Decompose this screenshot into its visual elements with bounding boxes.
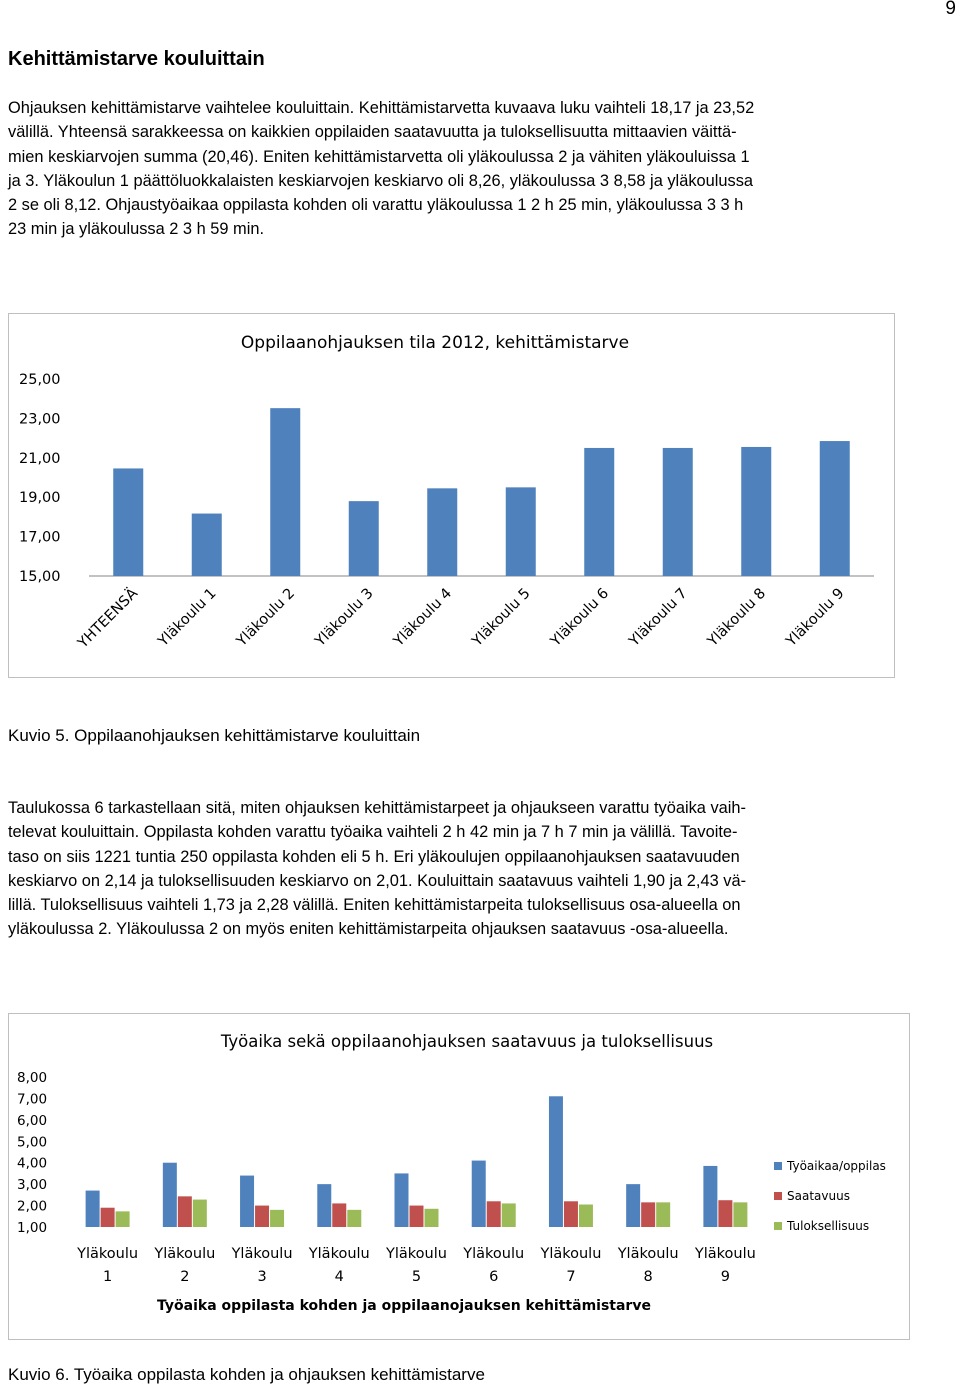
chart2-y-tick-label: 7,00 xyxy=(17,1091,48,1108)
chart2-x-tick-label: 1 xyxy=(102,1269,113,1285)
chart1-x-tick-label: Yläkoulu 2 xyxy=(233,585,299,650)
chart-worktime xyxy=(8,1013,910,1340)
paragraph-line: yläkoulussa 2. Yläkoulussa 2 on myös eniten kehittämistarpeita ohjauksen saatavuus -osa-alueella. xyxy=(8,920,729,939)
chart2-x-tick-label: 9 xyxy=(720,1269,731,1285)
chart2-bar xyxy=(564,1201,578,1227)
chart2-bar xyxy=(579,1205,593,1228)
chart2-x-tick-label: 6 xyxy=(489,1269,499,1285)
chart-development-need xyxy=(8,313,895,678)
chart1-y-tick-label: 23,00 xyxy=(19,411,61,428)
chart2-bar xyxy=(193,1200,207,1227)
paragraph-line: lillä. Tuloksellisuus vaihteli 1,73 ja 2,28 välillä. Eniten kehittämistarpeita tuloksellisuus osa-alueella on xyxy=(8,896,741,915)
chart1-bar xyxy=(349,501,379,576)
chart2-bar xyxy=(270,1210,284,1227)
chart2-x-tick-label: 2 xyxy=(180,1269,190,1285)
chart2-x-tick-label: 3 xyxy=(257,1269,267,1285)
chart2-y-tick-label: 2,00 xyxy=(17,1198,48,1215)
chart2-x-tick-label: 5 xyxy=(411,1269,422,1285)
chart2-bar xyxy=(347,1210,361,1227)
paragraph-line: taso on siis 1221 tuntia 250 oppilasta kohden eli 5 h. Eri yläkoulujen oppilaanohjauksen saatavuuden xyxy=(8,847,740,866)
chart2-bar xyxy=(472,1161,486,1227)
chart2-bar xyxy=(255,1206,269,1227)
chart1-x-tick-label: Yläkoulu 6 xyxy=(547,585,613,650)
chart2-bar xyxy=(502,1203,516,1227)
paragraph-line: Taulukossa 6 tarkastellaan sitä, miten ohjauksen kehittämistarpeet ja ohjaukseen varattu työaika vaih- xyxy=(8,799,746,817)
chart1-bar xyxy=(427,488,457,576)
paragraph-line: Ohjauksen kehittämistarve vaihtelee kouluittain. Kehittämistarvetta kuvaava luku vaihteli 18,17 ja 23,52 xyxy=(8,99,755,117)
chart2-bar xyxy=(332,1203,346,1227)
chart1-bar xyxy=(270,408,300,576)
chart2-bar xyxy=(641,1202,655,1227)
paragraph-line: televat kouluittain. Oppilasta kohden varattu työaika vaihteli 2 h 42 min ja 7 h 7 min ja välillä. Tavoite- xyxy=(8,823,738,842)
chart1-svg xyxy=(9,314,894,677)
paragraph-line: mien keskiarvojen summa (20,46). Eniten kehittämistarvetta oli yläkoulussa 2 ja vähiten yläkouluissa 1 xyxy=(8,147,750,166)
chart2-x-tick-label: Yläkoulu xyxy=(77,1246,139,1262)
chart1-x-tick-label: Yläkoulu 3 xyxy=(312,585,377,650)
chart2-bar xyxy=(116,1211,130,1227)
figure-caption-6: Kuvio 6. Työaika oppilasta kohden ja ohjauksen kehittämistarve xyxy=(8,1365,485,1384)
chart2-bar xyxy=(101,1208,115,1227)
chart2-bar xyxy=(86,1191,100,1227)
chart1-y-tick-label: 21,00 xyxy=(19,450,61,467)
chart2-bar xyxy=(317,1184,331,1227)
chart2-bar xyxy=(163,1163,177,1227)
chart2-bar xyxy=(487,1201,501,1227)
chart2-bar xyxy=(425,1209,439,1227)
chart1-x-tick-label: YHTEENSÄ xyxy=(75,585,142,652)
paragraph-line: 23 min ja yläkoulussa 2 3 h 59 min. xyxy=(8,220,265,239)
chart1-bar xyxy=(506,487,536,576)
chart1-x-tick-label: Yläkoulu 8 xyxy=(704,585,770,650)
chart2-x-tick-label: 8 xyxy=(643,1269,653,1285)
paragraph-line: keskiarvo on 2,14 ja tuloksellisuuden keskiarvo on 2,01. Kouluittain saatavuus vaihteli 1,90 ja 2,43 vä- xyxy=(8,871,747,890)
chart2-x-tick-label: Yläkoulu xyxy=(694,1246,756,1262)
chart1-x-tick-label: Yläkoulu 7 xyxy=(626,585,691,650)
section-heading: Kehittämistarve kouluittain xyxy=(8,48,265,70)
chart2-y-tick-label: 1,00 xyxy=(17,1220,48,1236)
chart2-legend-swatch xyxy=(774,1162,782,1170)
chart2-legend-label: Työaikaa/oppilas xyxy=(787,1159,886,1173)
chart1-x-tick-label: Yläkoulu 4 xyxy=(390,585,456,650)
chart2-x-tick-label: Yläkoulu xyxy=(154,1246,216,1262)
chart2-bar xyxy=(240,1176,254,1227)
chart2-y-tick-label: 4,00 xyxy=(17,1155,48,1172)
chart2-x-tick-label: Yläkoulu xyxy=(617,1246,679,1262)
chart2-legend-label: Tuloksellisuus xyxy=(787,1219,870,1233)
chart2-y-tick-label: 5,00 xyxy=(17,1134,48,1151)
figure-caption-5: Kuvio 5. Oppilaanohjauksen kehittämistarve kouluittain xyxy=(8,726,421,745)
chart1-x-tick-label: Yläkoulu 9 xyxy=(783,585,848,650)
paragraph-line: välillä. Yhteensä sarakkeessa on kaikkien oppilaiden saatavuutta ja tuloksellisuutta mittaavien väittä- xyxy=(8,123,737,142)
chart1-bar xyxy=(820,441,850,576)
chart2-x-tick-label: Yläkoulu xyxy=(463,1246,525,1262)
chart1-y-tick-label: 25,00 xyxy=(19,372,61,388)
chart2-x-tick-label: Yläkoulu xyxy=(308,1246,370,1262)
chart2-bar xyxy=(733,1202,747,1227)
chart1-y-tick-label: 15,00 xyxy=(19,569,61,585)
chart2-legend-swatch xyxy=(774,1222,782,1230)
chart2-x-axis-title: Työaika oppilasta kohden ja oppilaanojauksen kehittämistarve xyxy=(157,1298,651,1314)
chart2-bar xyxy=(395,1173,409,1227)
chart1-bar xyxy=(663,448,693,576)
chart2-title: Työaika sekä oppilaanohjauksen saatavuus ja tuloksellisuus xyxy=(220,1032,714,1051)
chart2-x-tick-label: 7 xyxy=(566,1269,576,1285)
page-number: 9 xyxy=(945,0,956,19)
chart2-bar xyxy=(703,1166,717,1227)
chart1-x-tick-label: Yläkoulu 5 xyxy=(469,585,534,650)
chart1-bar xyxy=(584,448,614,576)
chart1-title: Oppilaanohjauksen tila 2012, kehittämistarve xyxy=(240,333,630,353)
chart2-y-tick-label: 6,00 xyxy=(17,1112,48,1129)
chart2-y-tick-label: 3,00 xyxy=(17,1177,48,1194)
paragraph-line: 2 se oli 8,12. Ohjaustyöaikaa oppilasta kohden oli varattu yläkoulussa 1 2 h 25 min, yläkoulussa 3 3 h xyxy=(8,196,744,215)
chart2-legend-label: Saatavuus xyxy=(787,1189,850,1203)
chart2-x-tick-label: Yläkoulu xyxy=(386,1246,447,1262)
chart2-x-tick-label: Yläkoulu xyxy=(540,1246,602,1262)
chart2-x-tick-label: 4 xyxy=(334,1269,344,1285)
paragraph-1 xyxy=(8,96,956,242)
chart1-y-tick-label: 19,00 xyxy=(19,490,61,507)
chart2-bar xyxy=(718,1200,732,1227)
chart2-svg xyxy=(9,1014,909,1339)
chart2-bar xyxy=(626,1184,640,1227)
chart1-bar xyxy=(192,514,222,576)
paragraph-line: ja 3. Yläkoulun 1 päättöluokkalaisten keskiarvojen keskiarvo oli 8,26, yläkoulussa 3 8,58 ja yläkoulussa xyxy=(8,171,754,190)
chart2-y-tick-label: 8,00 xyxy=(17,1070,48,1086)
chart2-legend-swatch xyxy=(774,1192,782,1200)
chart1-x-tick-label: Yläkoulu 1 xyxy=(155,585,220,650)
chart1-y-tick-label: 17,00 xyxy=(19,529,61,546)
paragraph-2 xyxy=(8,796,956,942)
chart1-bar xyxy=(741,447,771,576)
chart2-x-tick-label: Yläkoulu xyxy=(231,1246,293,1262)
chart2-bar xyxy=(549,1096,563,1227)
chart2-bar xyxy=(410,1206,424,1227)
chart2-bar xyxy=(178,1196,192,1227)
chart2-bar xyxy=(656,1202,670,1227)
chart1-bar xyxy=(113,468,143,576)
